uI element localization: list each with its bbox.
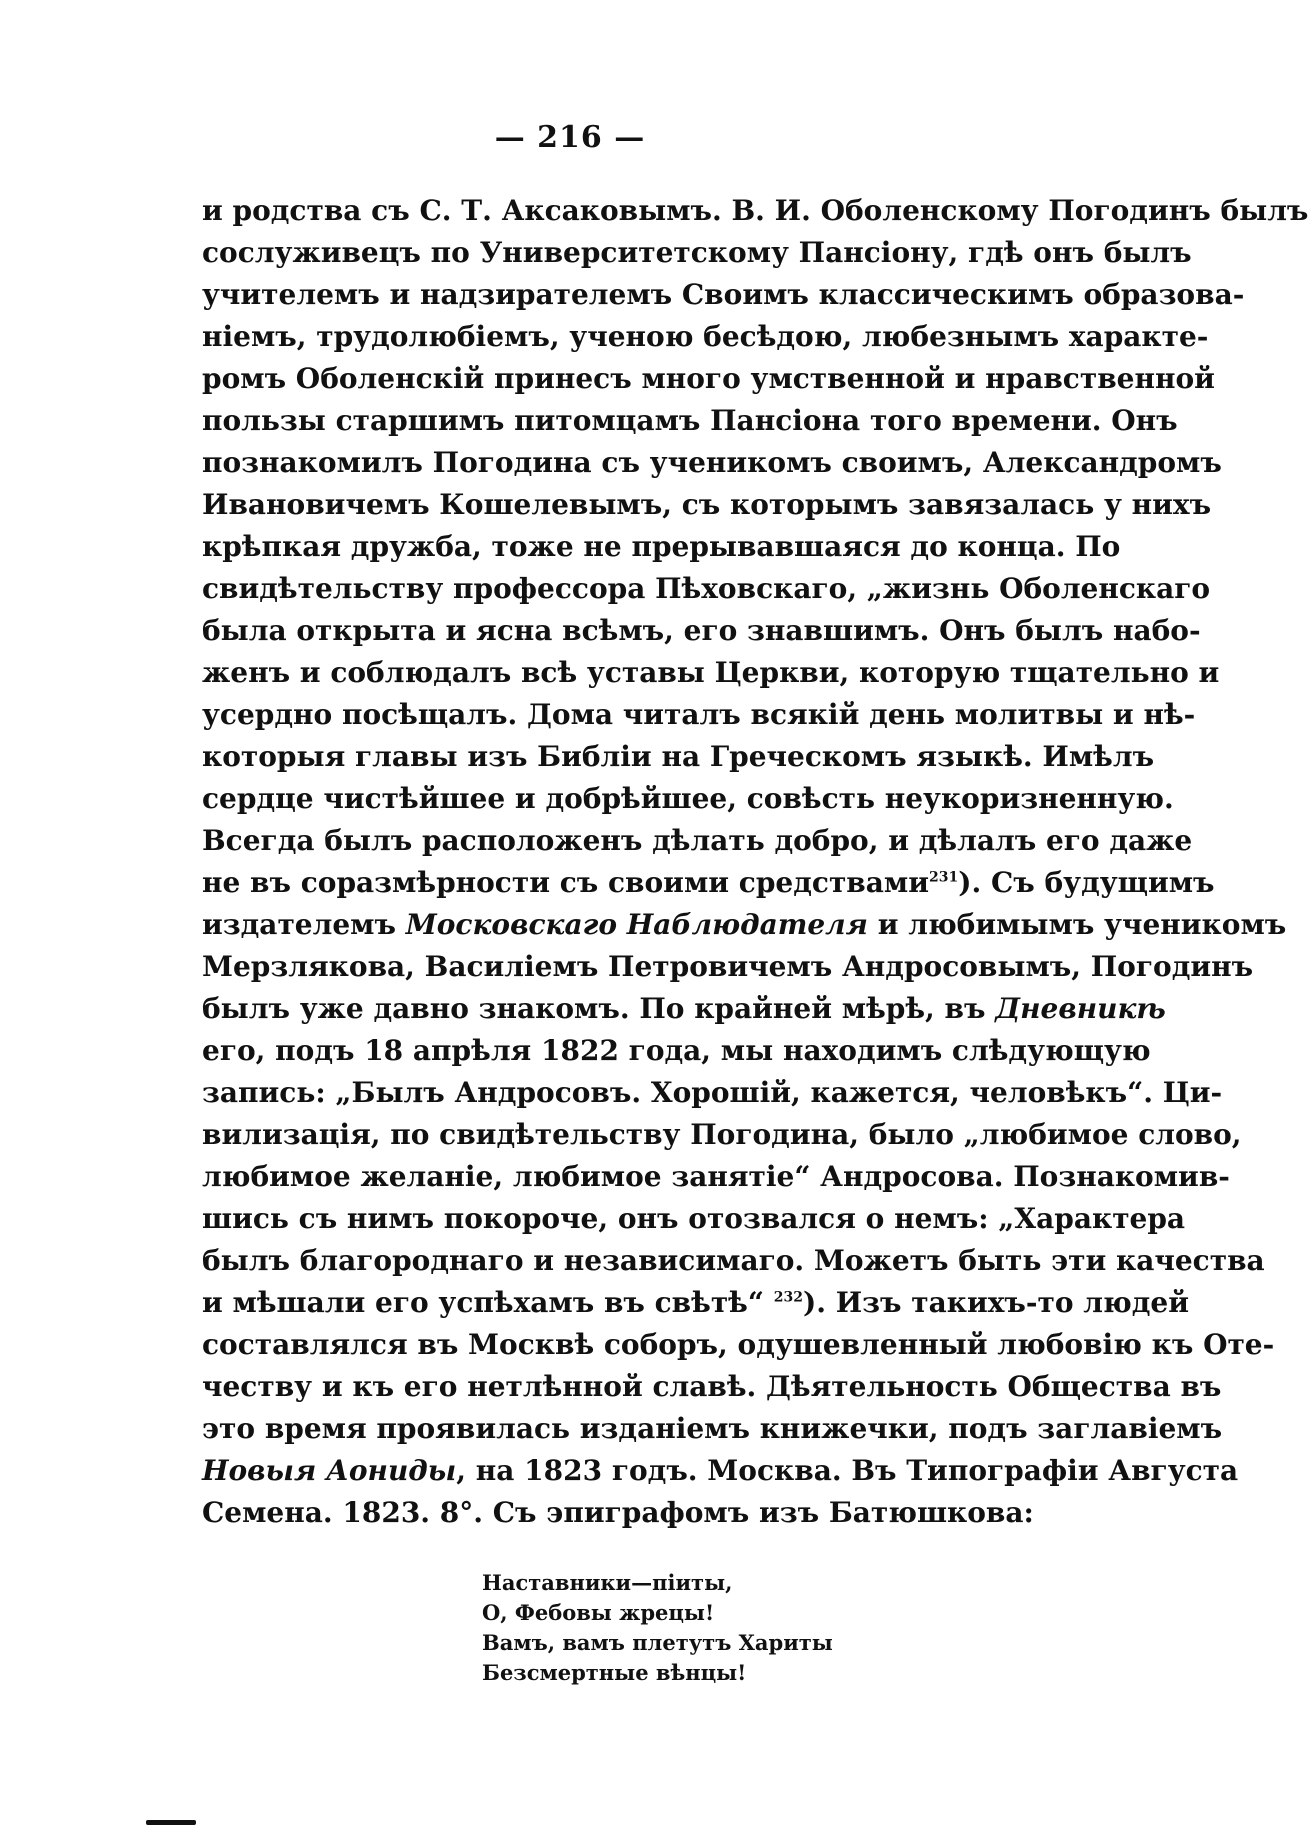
- text-line: Ивановичемъ Кошелевымъ, съ которымъ завязалась у нихъ: [202, 488, 1212, 521]
- text-line: ніемъ, трудолюбіемъ, ученою бесѣдою, любезнымъ характе-: [202, 320, 1209, 353]
- epigraph-verse: [482, 1568, 932, 1688]
- text-line: шись съ нимъ покороче, онъ отозвался о немъ: „Характера: [202, 1202, 1186, 1235]
- verse-line: Вамъ, вамъ плетутъ Хариты: [482, 1630, 833, 1655]
- verse-line: О, Фебовы жрецы!: [482, 1600, 715, 1625]
- text-line: это время проявилась изданіемъ книжечки, подъ заглавіемъ: [202, 1412, 1223, 1445]
- text-line: составлялся въ Москвѣ соборъ, одушевленный любовію къ Оте-: [202, 1328, 1275, 1361]
- text-segment: , на 1823 годъ. Москва. Въ Типографіи Августа: [456, 1454, 1239, 1487]
- text-line: ромъ Оболенскій принесъ много умственной и нравственной: [202, 362, 1215, 395]
- text-segment: и любимымъ ученикомъ: [867, 908, 1287, 941]
- text-line: сердце чистѣйшее и добрѣйшее, совѣсть неукоризненную.: [202, 782, 1174, 815]
- text-line: и родства съ С. Т. Аксаковымъ. В. И. Оболенскому Погодинъ былъ: [202, 194, 1308, 227]
- verse-line: Безсмертные вѣнцы!: [482, 1660, 747, 1685]
- text-line: запись: „Былъ Андросовъ. Хорошій, кажется, человѣкъ“. Ци-: [202, 1076, 1223, 1109]
- text-line: крѣпкая дружба, тоже не прерывавшаяся до конца. По: [202, 530, 1121, 563]
- text-line: вилизація, по свидѣтельству Погодина, было „любимое слово,: [202, 1118, 1242, 1151]
- text-line: женъ и соблюдалъ всѣ уставы Церкви, которую тщательно и: [202, 656, 1220, 689]
- text-line: любимое желаніе, любимое занятіе“ Андросова. Познакомив-: [202, 1160, 1230, 1193]
- text-line: [202, 820, 1193, 862]
- text-line: пользы старшимъ питомцамъ Пансіона того времени. Онъ: [202, 404, 1178, 437]
- text-segment: издателемъ: [202, 908, 406, 941]
- footnote-ref: 231: [928, 869, 959, 886]
- text-line: сослуживецъ по Университетскому Пансіону, гдѣ онъ былъ: [202, 236, 1192, 269]
- text-segment: Всегда былъ расположенъ дѣлать добро, и дѣлалъ его даже: [202, 824, 1193, 857]
- text-segment: и мѣшали его успѣхамъ въ свѣтѣ“: [202, 1286, 774, 1319]
- text-line: познакомилъ Погодина съ ученикомъ своимъ, Александромъ: [202, 446, 1222, 479]
- text-line: усердно посѣщалъ. Дома читалъ всякій день молитвы и нѣ-: [202, 698, 1196, 731]
- text-line: его, подъ 18 апрѣля 1822 года, мы находимъ слѣдующую: [202, 1034, 1151, 1067]
- text-segment: ). Съ будущимъ: [958, 866, 1215, 899]
- text-line: свидѣтельству профессора Пѣховскаго, „жизнь Оболенскаго: [202, 572, 1211, 605]
- italic-title: Новыя Аониды: [202, 1454, 457, 1487]
- text-line: [202, 904, 1287, 946]
- text-line: [202, 1282, 1189, 1324]
- text-line: честву и къ его нетлѣнной славѣ. Дѣятельность Общества въ: [202, 1370, 1222, 1403]
- text-line: которыя главы изъ Библіи на Греческомъ языкѣ. Имѣлъ: [202, 740, 1155, 773]
- text-segment: былъ уже давно знакомъ. По крайней мѣрѣ, въ: [202, 992, 996, 1025]
- text-segment: не въ соразмѣрности съ своими средствами: [202, 866, 929, 899]
- body-text: [202, 190, 1308, 1534]
- text-line: была открыта и ясна всѣмъ, его знавшимъ. Онъ былъ набо-: [202, 614, 1201, 647]
- text-line: Мерзлякова, Василіемъ Петровичемъ Андросовымъ, Погодинъ: [202, 950, 1254, 983]
- footnote-ref: 232: [773, 1289, 803, 1306]
- text-line: [202, 1450, 1239, 1492]
- text-line: Семена. 1823. 8°. Съ эпиграфомъ изъ Батюшкова:: [202, 1496, 1034, 1529]
- verse-line: Наставники—піиты,: [482, 1570, 733, 1595]
- page-number: — 216 —: [494, 120, 646, 155]
- scan-edge-mark: [146, 1820, 196, 1825]
- text-line: былъ благороднаго и независимаго. Можетъ быть эти качества: [202, 1244, 1265, 1277]
- text-line: [202, 862, 1215, 904]
- italic-title: Дневникѣ: [995, 992, 1166, 1025]
- text-line: учителемъ и надзирателемъ Своимъ классическимъ образова-: [202, 278, 1245, 311]
- text-segment: ). Изъ такихъ-то людей: [802, 1286, 1189, 1319]
- italic-title: Московскаго Наблюдателя: [405, 908, 868, 941]
- text-line: [202, 988, 1166, 1030]
